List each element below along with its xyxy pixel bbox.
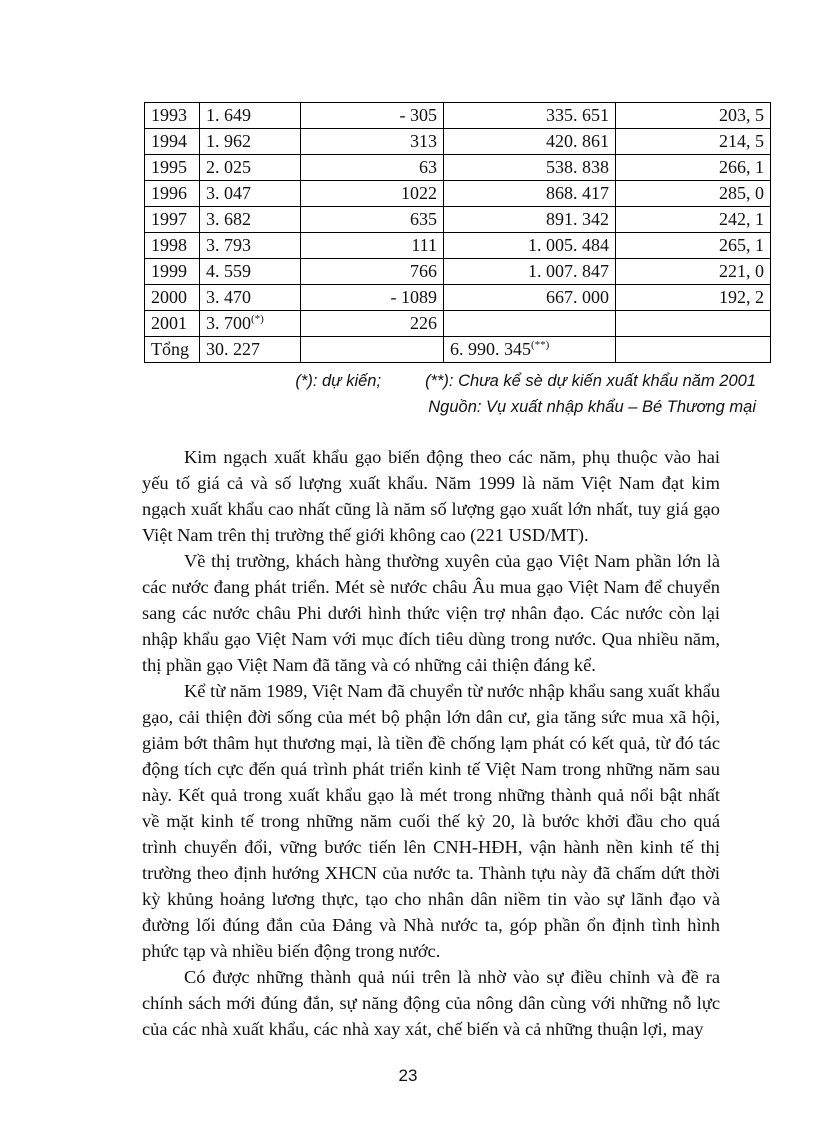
year-cell-text: 1995 — [151, 157, 187, 177]
table-row — [145, 259, 771, 285]
volume-cell-text: 2. 025 — [206, 157, 251, 177]
year-cell — [145, 155, 200, 181]
change-cell — [301, 337, 444, 363]
table-row — [145, 181, 771, 207]
volume-cell-text: 1. 962 — [206, 131, 251, 151]
value-cell-text: 1. 005. 484 — [528, 235, 609, 255]
change-cell-text: 635 — [410, 209, 437, 229]
table-row — [145, 129, 771, 155]
price-cell — [616, 233, 771, 259]
price-cell-text: 221, 0 — [719, 261, 764, 281]
change-cell-text: 63 — [419, 157, 437, 177]
value-cell-text: 868. 417 — [546, 183, 609, 203]
year-cell — [145, 129, 200, 155]
volume-cell-text: 30. 227 — [206, 339, 260, 359]
year-cell-text: 1997 — [151, 209, 187, 229]
year-cell — [145, 311, 200, 337]
volume-cell — [200, 285, 301, 311]
volume-cell — [200, 311, 301, 337]
volume-cell — [200, 337, 301, 363]
table-row — [145, 337, 771, 363]
change-cell — [301, 103, 444, 129]
table-row — [145, 311, 771, 337]
price-cell-text: 214, 5 — [719, 131, 764, 151]
rice-export-table — [144, 102, 771, 363]
volume-cell-text: 3. 470 — [206, 287, 251, 307]
change-cell-text: - 305 — [399, 105, 437, 125]
body-text — [142, 444, 720, 1042]
change-cell-text: - 1089 — [390, 287, 437, 307]
value-cell — [444, 259, 616, 285]
price-cell — [616, 259, 771, 285]
footnote-marker: (*) — [251, 313, 264, 325]
change-cell-text: 111 — [411, 235, 437, 255]
volume-cell-text: 4. 559 — [206, 261, 251, 281]
volume-cell — [200, 233, 301, 259]
year-cell — [145, 207, 200, 233]
price-cell — [616, 181, 771, 207]
footnote-marker: (**) — [531, 339, 550, 351]
price-cell-text: 265, 1 — [719, 235, 764, 255]
year-cell — [145, 259, 200, 285]
value-cell-text: 420. 861 — [546, 131, 609, 151]
value-cell-text: 891. 342 — [546, 209, 609, 229]
change-cell-text: 313 — [410, 131, 437, 151]
table-row — [145, 285, 771, 311]
value-cell — [444, 207, 616, 233]
year-cell-text: 2001 — [151, 313, 187, 333]
price-cell-text: 242, 1 — [719, 209, 764, 229]
price-cell — [616, 337, 771, 363]
table-row — [145, 155, 771, 181]
year-cell-text: 1999 — [151, 261, 187, 281]
price-cell — [616, 285, 771, 311]
change-cell — [301, 285, 444, 311]
page-number: 23 — [398, 1066, 418, 1085]
volume-cell-text: 1. 649 — [206, 105, 251, 125]
year-cell — [145, 285, 200, 311]
table-row — [145, 233, 771, 259]
change-cell-text: 226 — [410, 313, 437, 333]
value-cell — [444, 233, 616, 259]
value-cell-text: 538. 838 — [546, 157, 609, 177]
change-cell-text: 1022 — [401, 183, 437, 203]
price-cell-text: 203, 5 — [719, 105, 764, 125]
year-cell-text: 1994 — [151, 131, 187, 151]
volume-cell — [200, 181, 301, 207]
change-cell — [301, 311, 444, 337]
change-cell — [301, 207, 444, 233]
value-cell-text: 1. 007. 847 — [528, 261, 609, 281]
price-cell — [616, 103, 771, 129]
value-cell — [444, 155, 616, 181]
price-cell — [616, 129, 771, 155]
year-cell — [145, 233, 200, 259]
price-cell — [616, 155, 771, 181]
paragraph: Kim ngạch xuất khẩu gạo biến động theo các năm, phụ thuộc vào hai yếu tố giá cả và số lượng xuất khẩu. Năm 1999 là năm Việt Nam đạt kim ngạch xuất khẩu cao nhất cũng là năm số lượng gạo xuất lớn nhất, tuy giá gạo Việt Nam trên thị trường thế giới không cao (221 USD/MT). — [142, 447, 720, 545]
volume-cell — [200, 207, 301, 233]
table-row — [145, 207, 771, 233]
volume-cell-text: 3. 682 — [206, 209, 251, 229]
volume-cell-text: 3. 047 — [206, 183, 251, 203]
value-cell-text: 335. 651 — [546, 105, 609, 125]
footnote-estimate: (*): dự kiến; — [295, 372, 382, 390]
year-cell — [145, 337, 200, 363]
change-cell — [301, 259, 444, 285]
change-cell-text: 766 — [410, 261, 437, 281]
year-cell-text: 1996 — [151, 183, 187, 203]
year-cell — [145, 181, 200, 207]
value-cell-text: 6. 990. 345 — [450, 339, 531, 359]
year-cell-text: 1998 — [151, 235, 187, 255]
volume-cell-text: 3. 793 — [206, 235, 251, 255]
table-footnotes — [295, 372, 756, 391]
volume-cell — [200, 259, 301, 285]
year-cell — [145, 103, 200, 129]
paragraph: Có được những thành quả núi trên là nhờ vào sự điều chỉnh và đề ra chính sách mới đúng đắn, sự năng động của nông dân cùng với những nỗ lực của các nhà xuất khẩu, các nhà xay xát, chế biến và cả những thuận lợi, may — [142, 967, 720, 1039]
footnote-excluded: (**): Chưa kể sè dự kiến xuất khẩu năm 2001 — [425, 372, 756, 390]
value-cell — [444, 181, 616, 207]
change-cell — [301, 233, 444, 259]
value-cell-text: 667. 000 — [546, 287, 609, 307]
table-body — [145, 103, 771, 363]
price-cell-text: 192, 2 — [719, 287, 764, 307]
volume-cell — [200, 155, 301, 181]
change-cell — [301, 129, 444, 155]
value-cell — [444, 337, 616, 363]
volume-cell — [200, 103, 301, 129]
table-source: Nguồn: Vụ xuất nhập khẩu – Bé Thương mại — [428, 398, 756, 416]
change-cell — [301, 181, 444, 207]
value-cell — [444, 311, 616, 337]
change-cell — [301, 155, 444, 181]
volume-cell-text: 3. 700 — [206, 313, 251, 333]
paragraph: Kể từ năm 1989, Việt Nam đã chuyển từ nước nhập khẩu sang xuất khẩu gạo, cải thiện đời sống của mét bộ phận lớn dân cư, gia tăng sức mua xã hội, giảm bớt thâm hụt thương mại, là tiền đề chống lạm phát có kết quả, từ đó tác động tích cực đến quá trình phát triển kinh tế Việt Nam trong những năm sau này. Kết quả trong xuất khẩu gạo là mét trong những thành quả nổi bật nhất về mặt kinh tế trong những năm cuối thế kỷ 20, là bước khởi đầu cho quá trình chuyển đổi, vững bước tiến lên CNH-HĐH, vận hành nền kinh tế thị trường theo định hướng XHCN của nước ta. Thành tựu này đã chấm dứt thời kỳ khủng hoảng lương thực, tạo cho nhân dân niềm tin vào sự lãnh đạo và đường lối đúng đắn của Đảng và Nhà nước ta, góp phần ổn định tình hình phức tạp và nhiều biến động trong nước. — [142, 681, 720, 961]
year-cell-text: 2000 — [151, 287, 187, 307]
value-cell — [444, 285, 616, 311]
paragraph: Về thị trường, khách hàng thường xuyên của gạo Việt Nam phần lớn là các nước đang phát triển. Mét sè nước châu Âu mua gạo Việt Nam để chuyển sang các nước châu Phi dưới hình thức viện trợ nhân đạo. Các nước còn lại nhập khẩu gạo Việt Nam với mục đích tiêu dùng trong nước. Qua nhiều năm, thị phần gạo Việt Nam đã tăng và có những cải thiện đáng kể. — [142, 551, 720, 675]
year-cell-text: 1993 — [151, 105, 187, 125]
price-cell — [616, 311, 771, 337]
price-cell — [616, 207, 771, 233]
price-cell-text: 285, 0 — [719, 183, 764, 203]
value-cell — [444, 129, 616, 155]
table-row — [145, 103, 771, 129]
price-cell-text: 266, 1 — [719, 157, 764, 177]
value-cell — [444, 103, 616, 129]
volume-cell — [200, 129, 301, 155]
year-cell-text: Tổng — [151, 339, 189, 359]
